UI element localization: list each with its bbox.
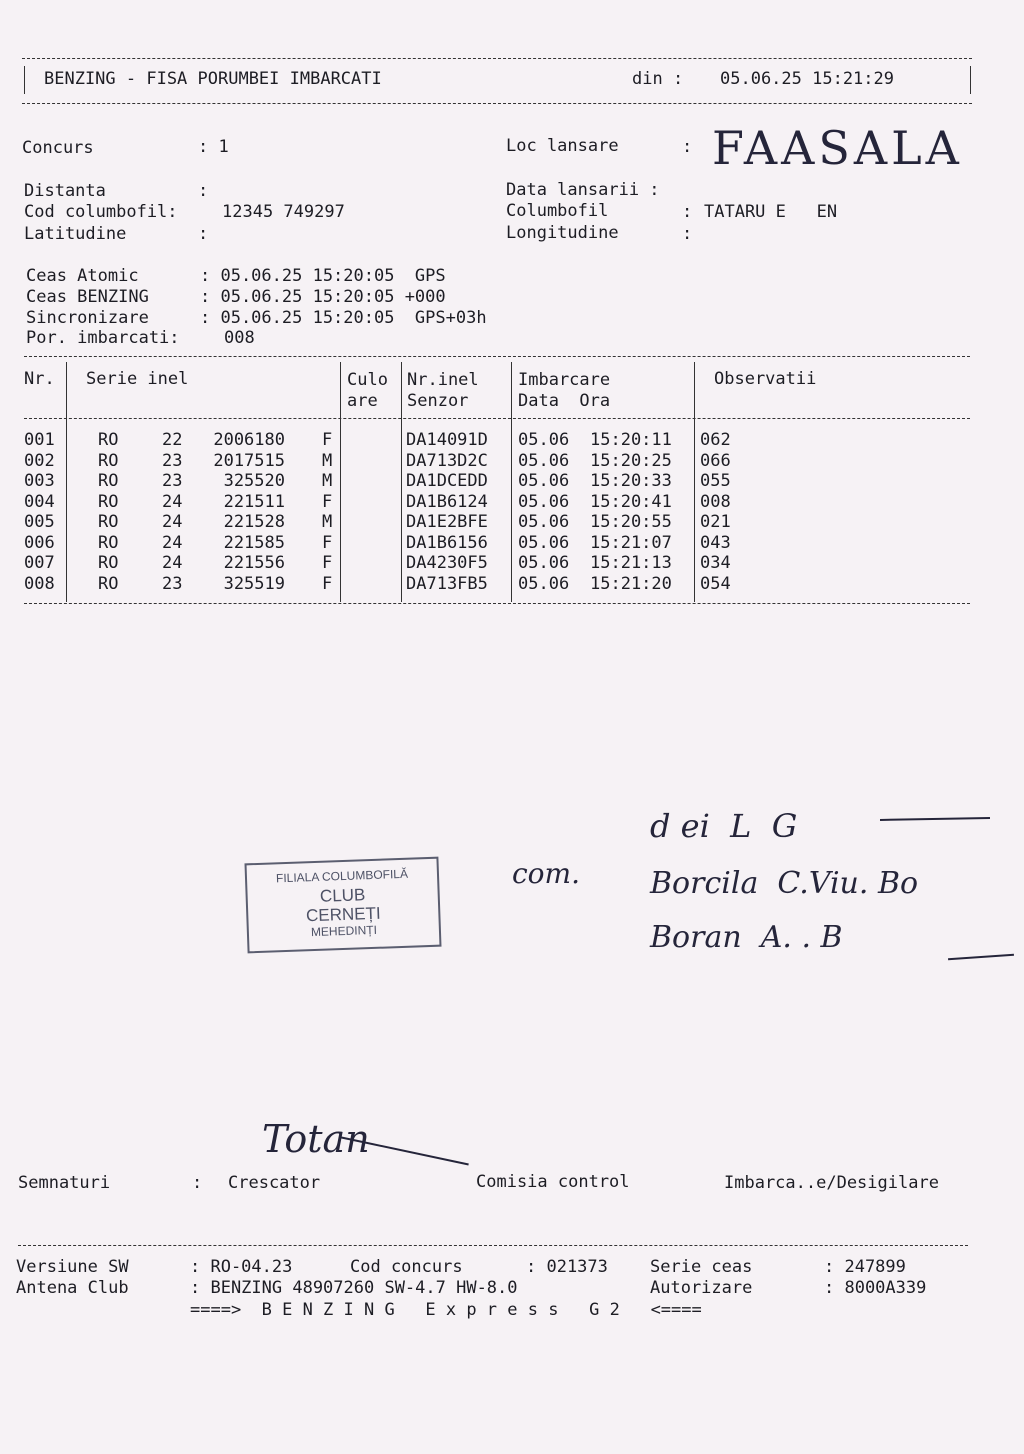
- cell-inel: 221556: [223, 553, 285, 573]
- din-value: 05.06.25 15:21:29: [720, 69, 894, 89]
- cell-data: 05.06: [518, 471, 570, 491]
- col-divider-4: [511, 362, 512, 602]
- stamp-line-3: CERNEȚI: [305, 903, 381, 926]
- cell-tara: RO: [98, 471, 119, 491]
- cell-sex: F: [322, 573, 333, 594]
- cod-columbofil-label: Cod columbofil:: [24, 202, 178, 222]
- cell-nr: 007: [24, 553, 55, 573]
- longitudine-sep: :: [682, 224, 693, 244]
- cell-ora: 15:21:20: [590, 573, 672, 594]
- cell-data: 05.06: [518, 450, 570, 471]
- cell-senzor: DA713FB5: [406, 573, 488, 594]
- cell-inel: 2017515: [213, 450, 285, 471]
- ceas-atomic-value: : 05.06.25 15:20:05 GPS: [200, 266, 446, 286]
- cell-data: 05.06: [518, 430, 570, 450]
- cell-obs: 062: [700, 430, 731, 450]
- th-nr: Nr.: [24, 369, 55, 389]
- concurs-label: Concurs: [22, 138, 94, 158]
- table-header-rule: [24, 418, 970, 419]
- distanta-label: Distanta: [24, 181, 106, 201]
- loc-lansare-handwritten: FAASALA: [712, 121, 963, 175]
- th-observatii: Observatii: [714, 369, 817, 389]
- cell-senzor: DA14091D: [406, 430, 488, 450]
- cell-obs: 021: [700, 512, 731, 532]
- cell-tara: RO: [98, 491, 119, 512]
- din-label: din :: [632, 69, 684, 89]
- col-divider-3: [401, 362, 402, 602]
- cell-nr: 002: [24, 450, 55, 471]
- th-nrinel-1: Nr.inel: [407, 370, 479, 390]
- cell-an: 23: [162, 573, 183, 594]
- columbofil-value: TATARU E EN: [704, 202, 838, 222]
- footer-rule: [18, 1245, 968, 1246]
- th-serie-inel: Serie inel: [86, 369, 189, 389]
- comisia-label: Comisia control: [476, 1172, 630, 1192]
- express-banner: ====> B E N Z I N G E x p r e s s G 2 <====: [190, 1300, 702, 1320]
- cell-sex: F: [322, 430, 333, 450]
- cell-tara: RO: [98, 450, 119, 471]
- cell-ora: 15:21:13: [590, 553, 672, 573]
- cell-ora: 15:20:33: [590, 471, 672, 491]
- cell-an: 24: [162, 512, 183, 532]
- cell-ora: 15:20:41: [590, 491, 672, 512]
- cell-tara: RO: [98, 532, 119, 553]
- cell-nr: 003: [24, 471, 55, 491]
- sincronizare-label: Sincronizare: [26, 308, 149, 328]
- imbarcare-label: Imbarca..e/Desigilare: [724, 1173, 939, 1193]
- cell-sex: F: [322, 532, 333, 553]
- cell-inel: 325520: [223, 471, 285, 491]
- cell-obs: 066: [700, 450, 731, 471]
- columbofil-sep: :: [682, 202, 693, 222]
- stamp-line-1: FILIALA COLUMBOFILĂ: [275, 866, 409, 886]
- cell-data: 05.06: [518, 512, 570, 532]
- handwritten-com: com.: [512, 857, 580, 890]
- cell-an: 24: [162, 553, 183, 573]
- cell-obs: 008: [700, 491, 731, 512]
- cell-data: 05.06: [518, 491, 570, 512]
- handwritten-line-1: d ei L G: [650, 807, 798, 845]
- ceas-benzing-value: : 05.06.25 15:20:05 +000: [200, 287, 446, 307]
- col-divider-5: [694, 362, 695, 602]
- cell-an: 23: [162, 471, 183, 491]
- ceas-benzing-label: Ceas BENZING: [26, 287, 149, 307]
- loc-lansare-sep: :: [682, 137, 693, 157]
- cell-an: 24: [162, 491, 183, 512]
- cell-senzor: DA1E2BFE: [406, 512, 488, 532]
- cell-data: 05.06: [518, 532, 570, 553]
- header-right-bar: [970, 66, 971, 94]
- cell-obs: 034: [700, 553, 731, 573]
- cell-sex: M: [322, 450, 333, 471]
- crescator-label: Crescator: [228, 1173, 321, 1193]
- th-nrinel-2: Senzor: [407, 391, 469, 411]
- cell-an: 24: [162, 532, 183, 553]
- stamp-line-2: CLUB: [319, 885, 366, 906]
- stamp-line-4: MEHEDINȚI: [310, 922, 378, 940]
- cod-columbofil-value: 12345 749297: [222, 202, 345, 222]
- semnaturi-label: Semnaturi: [18, 1173, 111, 1193]
- cell-obs: 054: [700, 573, 731, 594]
- antena-label: Antena Club: [16, 1278, 129, 1298]
- autorizare-label: Autorizare: [650, 1278, 753, 1298]
- col-divider-1: [66, 362, 67, 602]
- cell-an: 22: [162, 430, 183, 450]
- cell-inel: 325519: [223, 573, 285, 594]
- cell-obs: 055: [700, 471, 731, 491]
- data-lansarii-label: Data lansarii :: [506, 180, 660, 200]
- cell-nr: 001: [24, 430, 55, 450]
- cod-concurs-label: Cod concurs: [350, 1257, 463, 1277]
- cell-ora: 15:21:07: [590, 532, 672, 553]
- por-imbarcati-value: 008: [224, 328, 255, 348]
- cell-ora: 15:20:11: [590, 430, 672, 450]
- crescator-signature: Totan: [262, 1117, 370, 1161]
- autorizare-value: : 8000A339: [824, 1278, 927, 1298]
- longitudine-label: Longitudine: [506, 223, 619, 243]
- cell-an: 23: [162, 450, 183, 471]
- cell-ora: 15:20:25: [590, 450, 672, 471]
- cell-nr: 005: [24, 512, 55, 532]
- table-top-rule: [24, 356, 970, 357]
- cell-senzor: DA1B6124: [406, 491, 488, 512]
- cell-senzor: DA4230F5: [406, 553, 488, 573]
- th-imbarcare-2: Data Ora: [518, 391, 611, 411]
- loc-lansare-label: Loc lansare: [506, 136, 619, 156]
- handwritten-line-3: Boran A. . B: [650, 920, 843, 955]
- cell-sex: F: [322, 553, 333, 573]
- header-left-bar: [24, 66, 25, 94]
- cell-nr: 004: [24, 491, 55, 512]
- por-imbarcati-label: Por. imbarcati:: [26, 328, 180, 348]
- th-imbarcare-1: Imbarcare: [518, 370, 611, 390]
- cell-ora: 15:20:55: [590, 512, 672, 532]
- th-culoare-2: are: [347, 391, 378, 411]
- cell-tara: RO: [98, 430, 119, 450]
- cell-sex: M: [322, 512, 333, 532]
- sincronizare-value: : 05.06.25 15:20:05 GPS+03h: [200, 308, 487, 328]
- versiune-label: Versiune SW: [16, 1257, 129, 1277]
- ceas-atomic-label: Ceas Atomic: [26, 266, 139, 286]
- cell-nr: 006: [24, 532, 55, 553]
- columbofil-label: Columbofil: [506, 201, 609, 221]
- cell-sex: M: [322, 471, 333, 491]
- semnaturi-sep: :: [192, 1173, 203, 1193]
- cell-inel: 221528: [223, 512, 285, 532]
- serie-ceas-value: : 247899: [824, 1257, 906, 1277]
- latitudine-sep: :: [198, 224, 209, 244]
- cell-senzor: DA713D2C: [406, 450, 488, 471]
- handwritten-line-2: Borcila C.Viu. Bo: [650, 866, 919, 901]
- table-bottom-rule: [24, 603, 970, 604]
- club-stamp: [244, 857, 441, 954]
- handwritten-underline-1: [880, 817, 990, 821]
- cell-senzor: DA1B6156: [406, 532, 488, 553]
- cell-tara: RO: [98, 553, 119, 573]
- latitudine-label: Latitudine: [24, 224, 127, 244]
- cell-inel: 2006180: [213, 430, 285, 450]
- antena-value: : BENZING 48907260 SW-4.7 HW-8.0: [190, 1278, 518, 1298]
- cell-nr: 008: [24, 573, 55, 594]
- cell-data: 05.06: [518, 573, 570, 594]
- cell-obs: 043: [700, 532, 731, 553]
- cell-tara: RO: [98, 573, 119, 594]
- distanta-sep: :: [198, 181, 209, 201]
- cell-senzor: DA1DCEDD: [406, 471, 488, 491]
- cell-sex: F: [322, 491, 333, 512]
- handwritten-underline-3: [948, 954, 1014, 961]
- col-divider-2: [340, 362, 341, 602]
- cell-tara: RO: [98, 512, 119, 532]
- th-culoare-1: Culo: [347, 370, 388, 390]
- document-title: BENZING - FISA PORUMBEI IMBARCATI: [44, 69, 382, 89]
- cell-inel: 221511: [223, 491, 285, 512]
- versiune-value: : RO-04.23: [190, 1257, 293, 1277]
- serie-ceas-label: Serie ceas: [650, 1257, 753, 1277]
- cell-inel: 221585: [223, 532, 285, 553]
- concurs-value: : 1: [198, 137, 229, 157]
- cod-concurs-value: : 021373: [526, 1257, 608, 1277]
- cell-data: 05.06: [518, 553, 570, 573]
